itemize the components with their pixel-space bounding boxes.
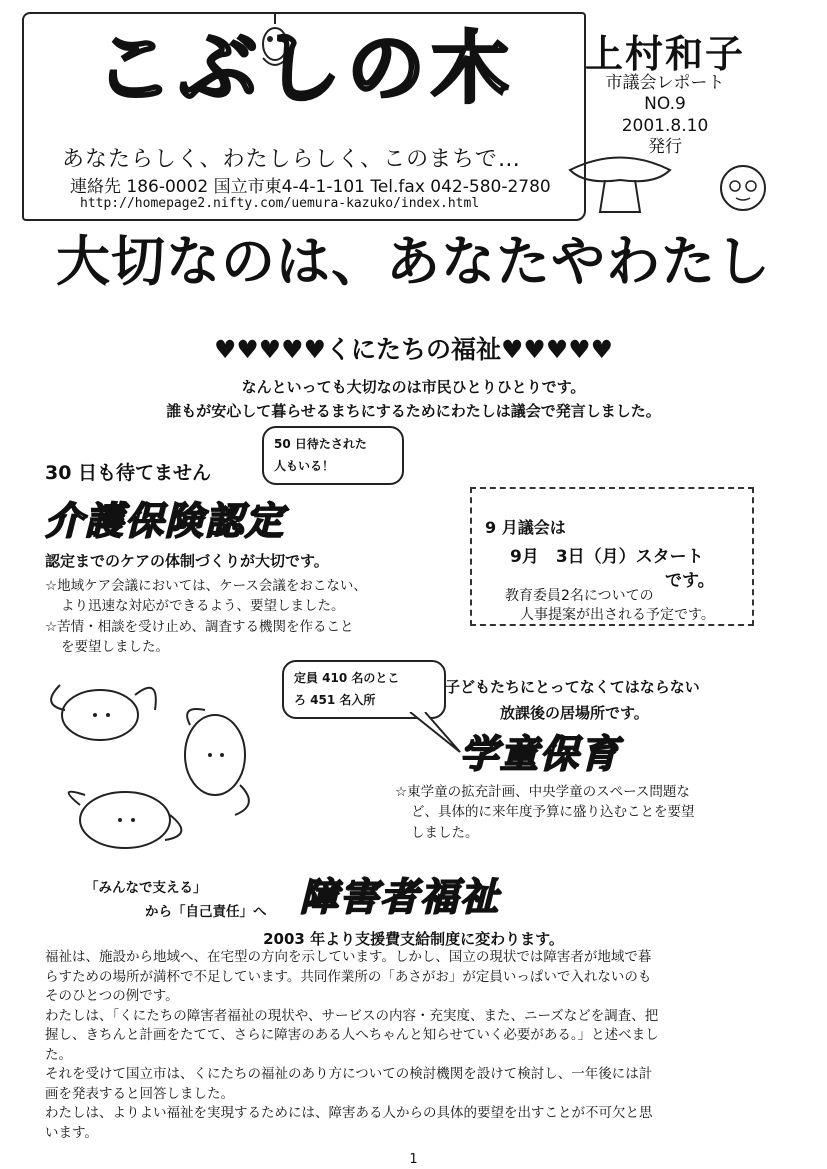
kaigo-item-1 (45, 576, 367, 657)
shogai-from-label: 「みんなで支える」 (85, 880, 207, 896)
gakudo-item-line-3: しました。 (411, 824, 479, 841)
shogai-line-8: 画を発表すると回答しました。 (45, 1085, 234, 1102)
gakudo-item-line-1: ☆東学童の拡充計画、中央学童のスペース問題な (395, 784, 690, 800)
gakudo-bubble-line-1: 定員 410 名のとこ (294, 671, 400, 685)
shogai-line-7: それを受けて国立市は、くにたちの福祉のあり方についての検討機関を設けて検討し、一年後には計 (45, 1066, 653, 1082)
issue-date: 2001.8.10 (621, 115, 709, 136)
shogai-title: 障害者福祉 (300, 875, 501, 919)
kaigo-item-1-line-2: より迅速な対応ができるよう、要望しました。 (61, 598, 345, 615)
masthead-url: http://homepage2.nifty.com/uemura-kazuko/index.html (80, 196, 480, 211)
shogai-line-3: そのひとつの例です。 (45, 988, 179, 1004)
notice-line-3: です。 (665, 571, 715, 591)
shogai-line-4: わたしは、「くにたちの障害者福祉の現状や、サービスの内容・充実度、また、ニーズなどを調査、把 (45, 1007, 659, 1024)
kaigo-wait-label: 30 日も待てません (45, 462, 212, 484)
gakudo-item (395, 782, 695, 843)
kaigo-title: 介護保険認定 (45, 499, 286, 543)
notice-line-1: 9 月議会は (485, 518, 566, 537)
gakudo-lead-1: 子どもたちにとってなくてはならない (445, 678, 700, 696)
shogai-line-5: 握し、きちんと計画をたてて、さらに障害のある人へちゃんと知らせていく必要がある。」と述べまし (45, 1027, 659, 1043)
author-block (565, 32, 765, 158)
kaigo-subtitle: 認定までのケアの体制づくりが大切です。 (45, 552, 329, 570)
gakudo-item-line-2: ど、具体的に来年度予算に盛り込むことを要望 (411, 804, 695, 821)
report-type: 市議会レポート (605, 73, 725, 93)
shogai-body (45, 948, 790, 1143)
issue-number: NO.9 (644, 94, 686, 115)
kaigo-item-2-line-2: を要望しました。 (61, 638, 169, 655)
masthead-title: こぶしの木 (95, 24, 516, 114)
page-number: 1 (409, 1152, 418, 1167)
bubble-tail-icon (405, 712, 465, 757)
section-subhead: ♥♥♥♥♥くにたちの福祉♥♥♥♥♥ (213, 335, 614, 364)
gakudo-bubble-line-2: ろ 451 名入所 (294, 692, 376, 707)
gakudo-lead-2: 放課後の居場所です。 (500, 704, 649, 722)
lead-line-1: なんといっても大切なのは市民ひとりひとりです。 (241, 378, 586, 396)
kaigo-item-1-line-1: ☆地域ケア会議においては、ケース会議をおこない、 (45, 578, 367, 594)
tree-icon (560, 150, 680, 215)
gakudo-title: 学童保育 (460, 732, 621, 776)
author-name: 上村和子 (584, 32, 745, 76)
shogai-line-9: わたしは、よりよい福祉を実現するためには、障害ある人からの具体的要望を出すことが不可欠と思 (45, 1105, 653, 1121)
masthead-contact: 連絡先 186-0002 国立市東4-4-1-101 Tel.fax 042-580-2780 (70, 177, 551, 197)
notice-line-5: 人事提案が出される予定です。 (520, 607, 715, 623)
kaigo-bubble-line-2: 人もいる！ (274, 458, 335, 473)
shogai-to-label: から「自己責任」へ (145, 904, 267, 920)
shogai-subtitle: 2003 年より支援費支給制度に変わります。 (263, 930, 564, 948)
kaigo-item-2-line-1: ☆苦情・相談を受け止め、調査する機関を作ること (45, 618, 354, 635)
published-label: 発行 (648, 136, 682, 157)
kaigo-bubble-line-1: 50 日待たされた (274, 437, 367, 451)
lead-line-2: 誰もが安心して暮らせるまちにするためにわたしは議会で発言しました。 (166, 402, 661, 420)
shogai-line-6: た。 (45, 1046, 72, 1063)
shogai-line-1: 福祉は、施設から地域へ、在宅型の方向を示しています。しかし、国立の現状では障害者が地域で暮 (45, 949, 652, 965)
page-headline: 大切なのは、あなたやわたし (56, 230, 771, 293)
shogai-line-2: らすための場所が満杯で不足しています。共同作業所の「あさがお」が定員いっぱいで入れないのも (45, 968, 652, 985)
author-portrait-icon (708, 160, 778, 220)
notice-line-2: 9月 3日（月）スタート (510, 547, 704, 567)
notice-line-4: 教育委員2名についての (505, 588, 654, 604)
masthead-subtitle: あなたらしく、わたしらしく、このまちで… (62, 147, 521, 172)
angels-illustration-icon (40, 665, 260, 870)
gakudo-speech-bubble (282, 660, 446, 719)
kaigo-speech-bubble (262, 426, 404, 485)
shogai-line-10: います。 (45, 1124, 98, 1141)
